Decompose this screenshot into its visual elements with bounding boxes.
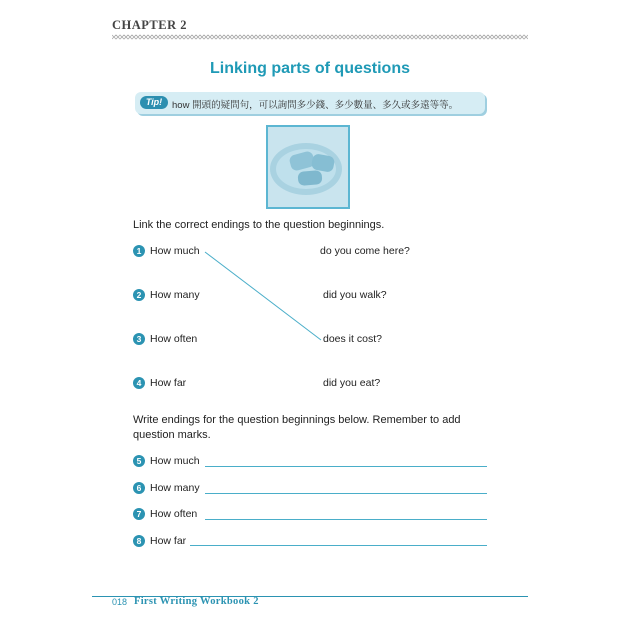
question-number-7: 7 (133, 508, 145, 520)
question-beginning-2: How many (150, 289, 200, 301)
page-number: 018 (112, 597, 128, 607)
question-beginning-8: How far (150, 535, 187, 547)
answer-line-5[interactable] (205, 466, 487, 467)
chapter-label: CHAPTER 2 (112, 18, 187, 32)
question-beginning-5: How much (150, 455, 200, 467)
question-number-4: 4 (133, 377, 145, 389)
question-beginning-4: How far (150, 377, 187, 389)
question-number-6: 6 (133, 482, 145, 494)
answer-line-7[interactable] (205, 519, 487, 520)
question-ending-3: does it cost? (323, 333, 382, 345)
question-ending-4: did you eat? (323, 377, 381, 389)
question-number-5: 5 (133, 455, 145, 467)
section2-instruction-line2: question marks. (133, 429, 211, 441)
page-title: Linking parts of questions (209, 60, 410, 77)
question-number-2: 2 (133, 289, 145, 301)
question-number-8: 8 (133, 535, 145, 547)
question-ending-1: do you come here? (320, 245, 410, 257)
question-beginning-1: How much (150, 245, 200, 257)
section1-instruction: Link the correct endings to the question beginnings. (133, 219, 385, 231)
book-title: First Writing Workbook 2 (134, 596, 259, 607)
question-beginning-3: How often (150, 333, 198, 345)
tip-text: how 開頭的疑問句，可以詢問多少錢、多少數量、多久或多遠等等。 (172, 100, 459, 111)
question-beginning-7: How often (150, 508, 198, 520)
section2-instruction-line1: Write endings for the question beginnings below. Remember to add (133, 414, 461, 426)
question-number-3: 3 (133, 333, 145, 345)
question-beginning-6: How many (150, 482, 200, 494)
answer-line-6[interactable] (205, 493, 487, 494)
question-ending-2: did you walk? (323, 289, 387, 301)
question-number-1: 1 (133, 245, 145, 257)
tip-badge: Tip! (140, 96, 168, 109)
answer-line-8[interactable] (190, 545, 487, 546)
